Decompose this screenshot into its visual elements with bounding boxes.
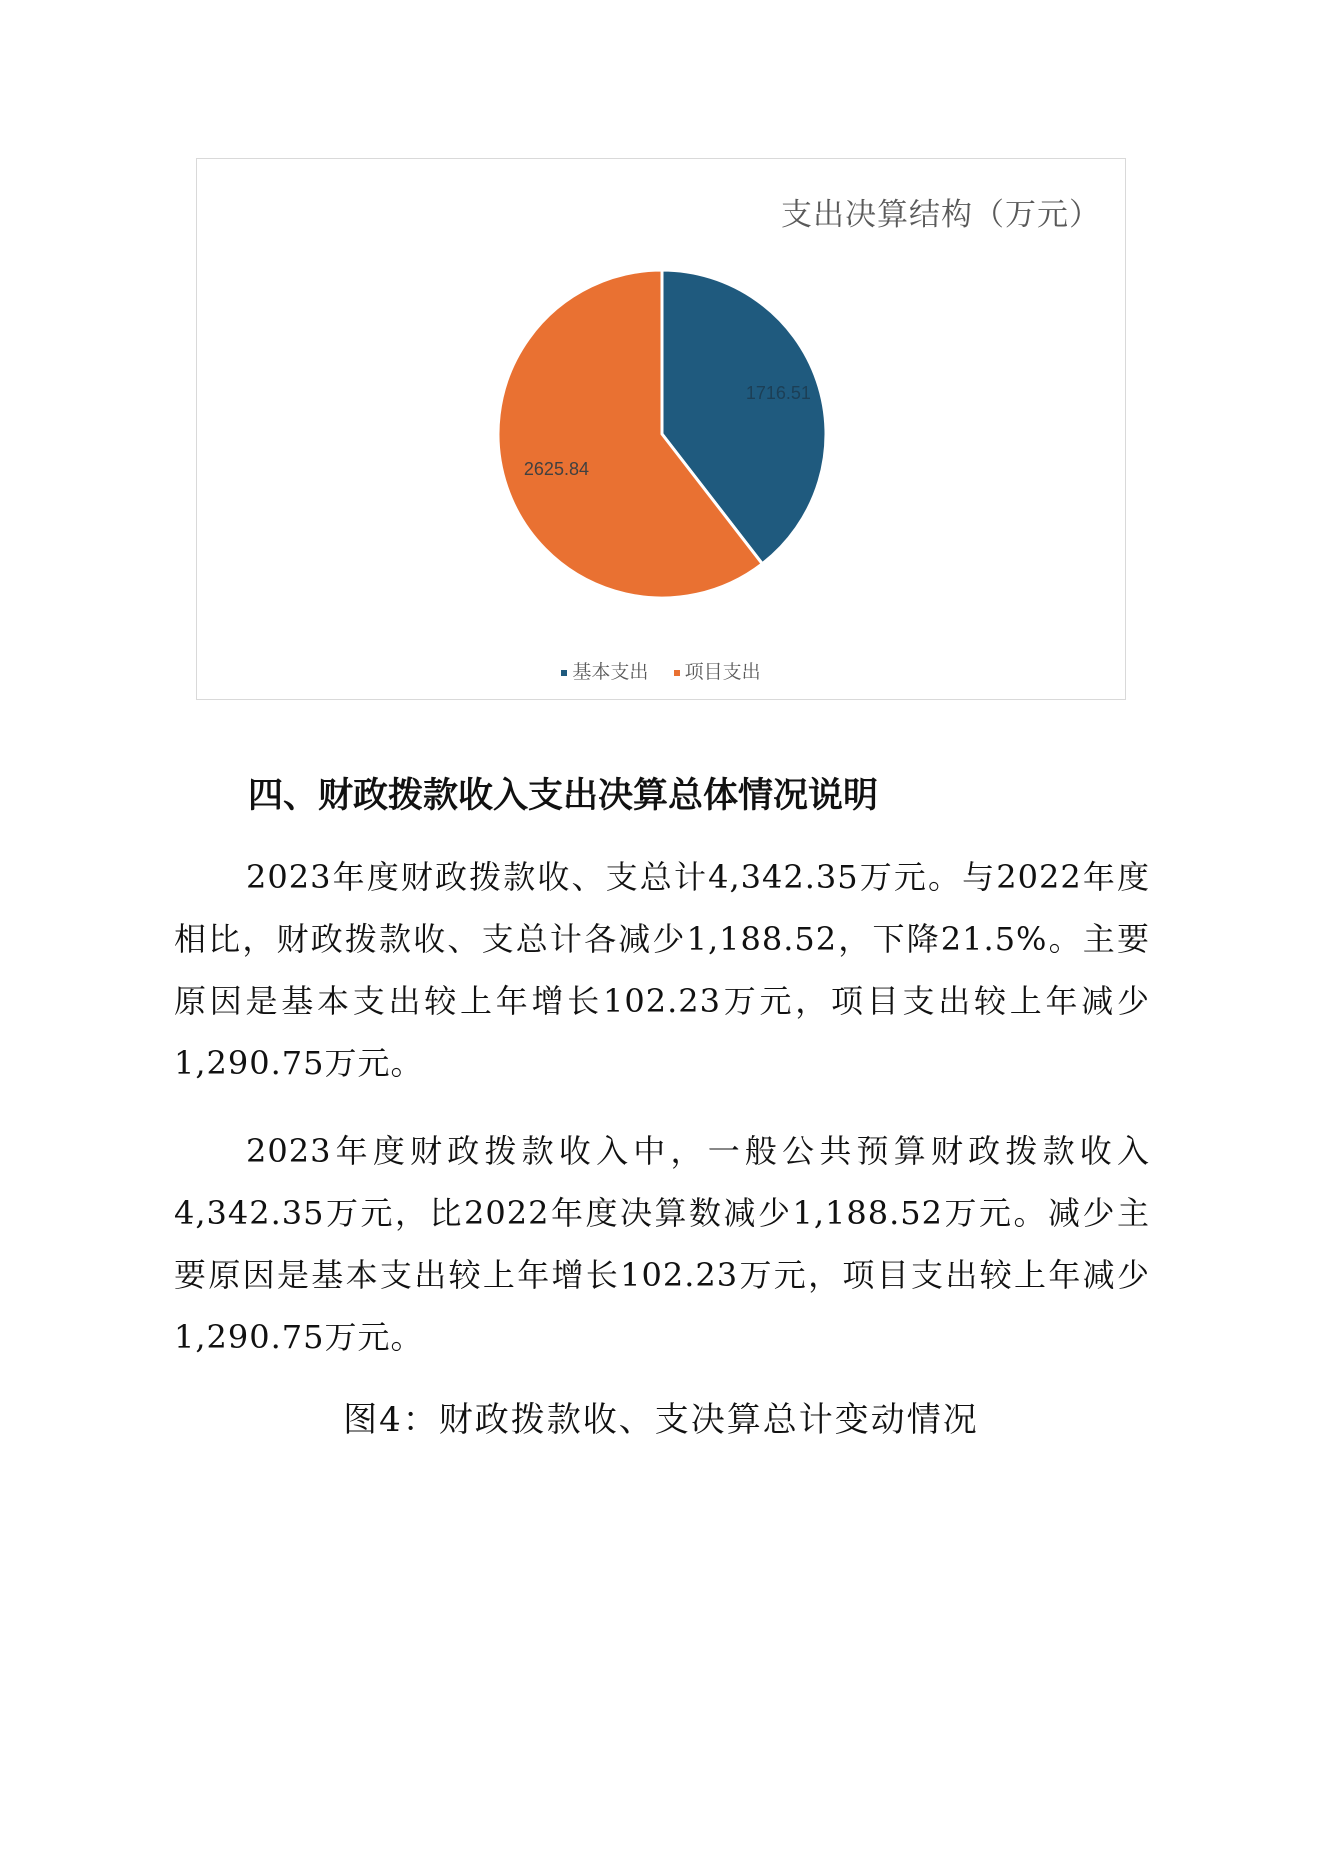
legend-swatch-project (674, 670, 680, 676)
legend-label-project: 项目支出 (684, 662, 761, 683)
figure-caption: 图4：财政拨款收、支决算总计变动情况 (343, 1400, 979, 1440)
chart-title: 支出决算结构（万元） (781, 197, 1101, 232)
legend-item-project (674, 657, 761, 684)
legend-label-basic: 基本支出 (572, 662, 649, 683)
legend-swatch-basic (561, 670, 567, 676)
section-heading: 四、财政拨款收入支出决算总体情况说明 (248, 776, 879, 816)
pie-chart (196, 158, 1126, 700)
chart-legend (197, 657, 1125, 684)
paragraph-1: 2023年度财政拨款收、支总计4,342.35万元。与2022年度相比，财政拨款收、支总计各减少1,188.52，下降21.5%。主要原因是基本支出较上年增长102.23万元，项目支出较上年减少1,290.75万元。 (174, 858, 1150, 1082)
legend-item-basic (561, 657, 648, 684)
data-label-project: 2625.84 (523, 458, 589, 479)
data-label-basic: 1716.51 (745, 383, 811, 404)
paragraph-2: 2023年度财政拨款收入中，一般公共预算财政拨款收入4,342.35万元，比2022年度决算数减少1,188.52万元。减少主要原因是基本支出较上年增长102.23万元，项目支出较上年减少1,290.75万元。 (174, 1132, 1150, 1356)
pie-chart-canvas (197, 159, 1127, 701)
